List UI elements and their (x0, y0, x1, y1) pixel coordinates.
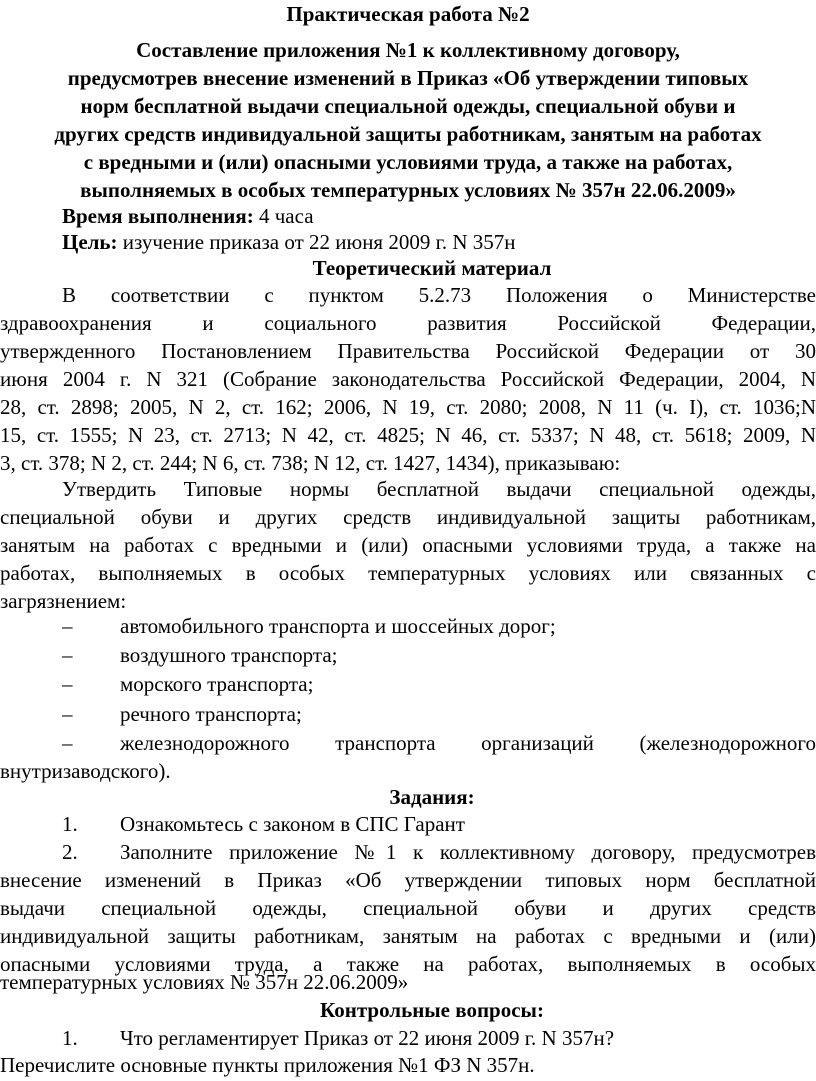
tasks-heading: Задания: (389, 785, 475, 809)
task-2-line-2: внесение изменений в Приказ «Об утверждении типовых норм бесплатной (0, 868, 816, 892)
goal-value: изучение приказа от 22 июня 2009 г. N 357н (117, 230, 516, 254)
task-1-text: Ознакомьтесь с законом в СПС Гарант (120, 812, 465, 836)
goal-label: Цель: (62, 230, 118, 254)
time-line (62, 202, 802, 231)
dash-item-3: морского транспорта; (120, 672, 314, 696)
dash-item-5: железнодорожного транспорта организаций (железнодорожного (120, 731, 816, 755)
subtitle-line-5: с вредными и (или) опасными условиями труда, а также на работах, (83, 150, 733, 174)
goal-line (62, 228, 802, 257)
time-value: 4 часа (253, 204, 314, 228)
subtitle-line-1: Составление приложения №1 к коллективному договору, (136, 38, 680, 62)
theory-p1-line-6: 15, ст. 1555; N 23, ст. 2713; N 42, ст. 4825; N 46, ст. 5337; N 48, ст. 5618; 2009, N (0, 423, 816, 447)
dash-bullet-1: – (62, 614, 73, 638)
task-1-number: 1. (62, 812, 78, 836)
dash-item-1: автомобильного транспорта и шоссейных дорог; (120, 614, 556, 638)
theory-p2-line-5: загрязнением: (0, 589, 127, 613)
task-2-line-5: опасными условиями труда, а также на работах, выполняемых в особых (0, 952, 816, 976)
subtitle-line-6: выполняемых в особых температурных условиях № 357н 22.06.2009» (80, 178, 736, 202)
theory-p1-line-4: июня 2004 г. N 321 (Собрание законодательства Российской Федерации, 2004, N (0, 367, 816, 391)
subtitle-line-3: норм бесплатной выдачи специальной одежды, специальной обуви и (80, 94, 736, 118)
subtitle-line-2: предусмотрев внесение изменений в Приказ «Об утверждении типовых (67, 66, 749, 90)
task-2-line-3: выдачи специальной одежды, специальной обуви и других средств (0, 896, 816, 920)
dash-item-2: воздушного транспорта; (120, 643, 338, 667)
theory-p1-line-1: В соответствии с пунктом 5.2.73 Положения о Министерстве (62, 283, 816, 307)
dash-item-5-continuation: внутризаводского). (0, 759, 171, 783)
theory-p1-line-3: утвержденного Постановлением Правительства Российской Федерации от 30 (0, 339, 816, 363)
dash-item-4: речного транспорта; (120, 702, 302, 726)
dash-bullet-3: – (62, 672, 73, 696)
theory-p2-line-4: работах, выполняемых в особых температурных условиях или связанных с (0, 561, 816, 585)
dash-bullet-4: – (62, 702, 73, 726)
task-2-line-6: температурных условиях № 357н 22.06.2009» (0, 970, 409, 994)
theory-p1-line-7: 3, ст. 378; N 2, ст. 244; N 6, ст. 738; N 12, ст. 1427, 1434), приказываю: (0, 451, 621, 475)
theory-heading: Теоретический материал (312, 256, 552, 280)
question-tail-line: Перечислите основные пункты приложения №1 ФЗ N 357н. (0, 1053, 535, 1077)
dash-bullet-2: – (62, 643, 73, 667)
subtitle-line-4: других средств индивидуальной защиты работникам, занятым на работах (54, 122, 762, 146)
theory-p2-line-1: Утвердить Типовые нормы бесплатной выдачи специальной одежды, (62, 477, 816, 501)
question-1-number: 1. (62, 1026, 78, 1050)
questions-heading: Контрольные вопросы: (320, 998, 544, 1022)
theory-p2-line-3: занятым на работах с вредными и (или) опасными условиями труда, а также на (0, 533, 816, 557)
theory-p1-line-2: здравоохранения и социального развития Российской Федерации, (0, 311, 816, 335)
time-label: Время выполнения: (62, 204, 254, 228)
task-2-number: 2. (62, 840, 78, 864)
page-title: Практическая работа №2 (286, 2, 530, 26)
task-2-first-line: Заполните приложение №1 к коллективному договору, предусмотрев (120, 840, 816, 864)
question-1-text: Что регламентирует Приказ от 22 июня 2009 г. N 357н? (120, 1026, 615, 1050)
dash-bullet-5: – (62, 731, 73, 755)
task-2-line-4: индивидуальной защиты работникам, занятым на работах с вредными и (или) (0, 924, 816, 948)
theory-p2-line-2: специальной обуви и других средств индивидуальной защиты работникам, (0, 505, 816, 529)
theory-p1-line-5: 28, ст. 2898; 2005, N 2, ст. 162; 2006, N 19, ст. 2080; 2008, N 11 (ч. I), ст. 1036;N (0, 395, 816, 419)
